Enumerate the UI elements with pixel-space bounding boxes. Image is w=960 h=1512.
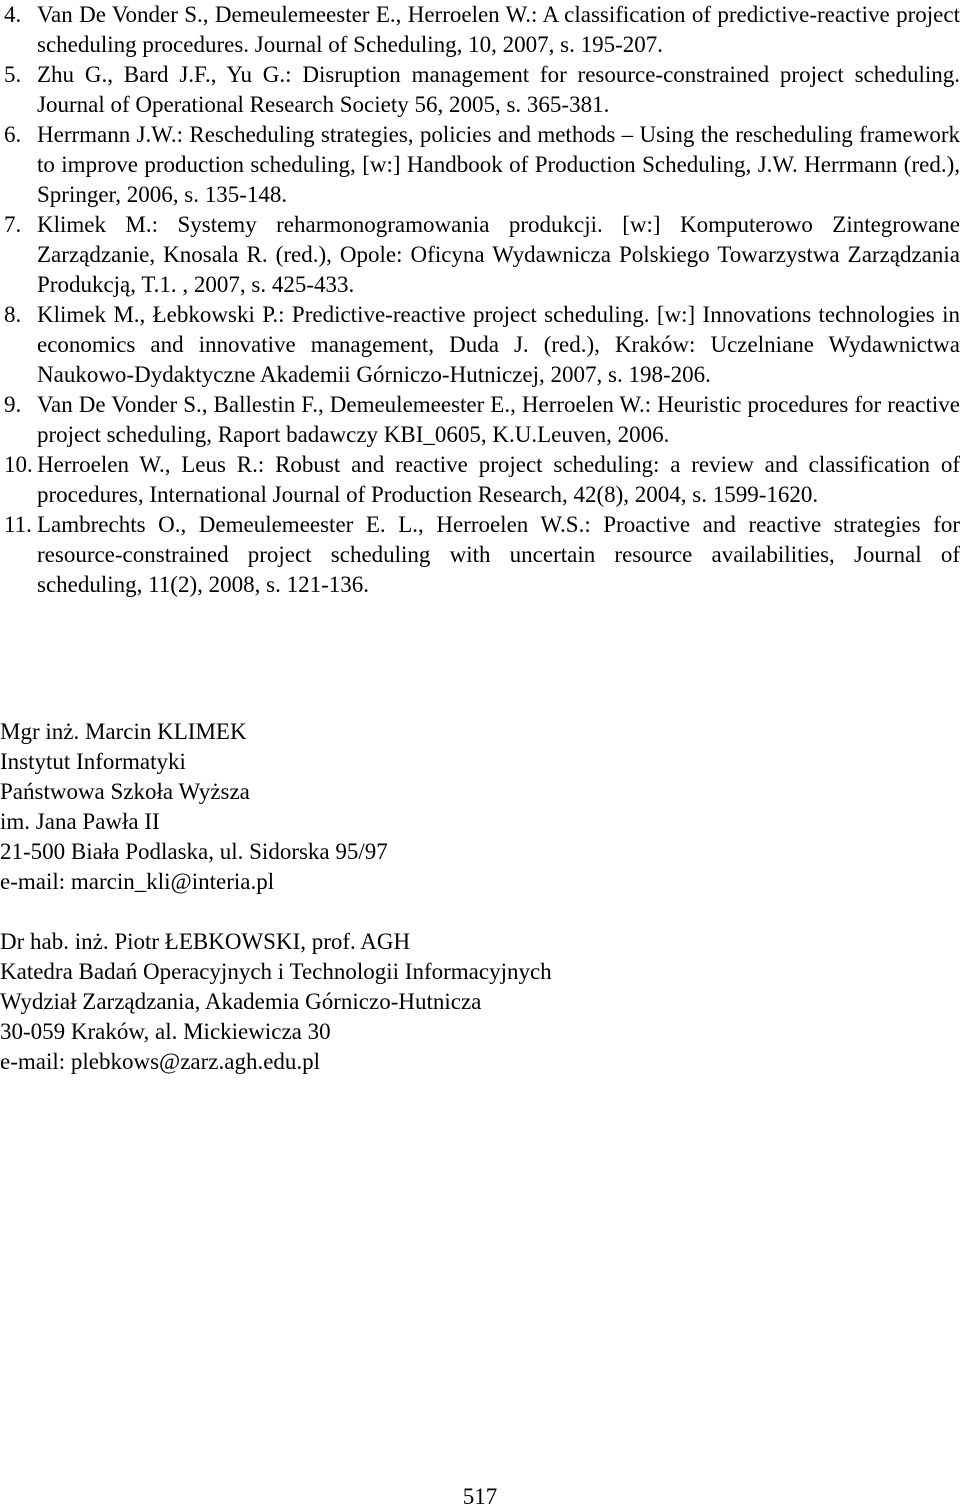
- reference-text: Zhu G., Bard J.F., Yu G.: Disruption management for resource-constrained project scheduling. Journal of Operational Research Society 56, 2005, s. 365-381.: [37, 62, 960, 117]
- author-affiliation-klimek: [0, 717, 960, 897]
- reference-item: [0, 120, 960, 210]
- author-school-line1: Państwowa Szkoła Wyższa: [0, 779, 250, 804]
- author-email: e-mail: marcin_kli@interia.pl: [0, 869, 275, 894]
- author-name: Mgr inż. Marcin KLIMEK: [0, 719, 247, 744]
- reference-text: Lambrechts O., Demeulemeester E. L., Herroelen W.S.: Proactive and reactive strategies for resource-constrained project scheduling with uncertain resource availabilities, Journal of scheduling, 11(2), 2008, s. 121-136.: [37, 512, 960, 597]
- reference-list: [0, 0, 960, 600]
- reference-number: 4.: [4, 2, 22, 27]
- author-department: Katedra Badań Operacyjnych i Technologii Informacyjnych: [0, 959, 552, 984]
- author-address: 21-500 Biała Podlaska, ul. Sidorska 95/97: [0, 839, 388, 864]
- reference-item: [0, 0, 960, 60]
- reference-number: 11.: [4, 512, 32, 537]
- reference-item: [0, 450, 960, 510]
- author-school-line2: im. Jana Pawła II: [0, 809, 160, 834]
- reference-text: Klimek M., Łebkowski P.: Predictive-reactive project scheduling. [w:] Innovations technologies in economics and innovative management, Duda J. (red.), Kraków: Uczelniane Wydawnictwa Naukowo-Dydaktyczne Akademii Górniczo-Hutniczej, 2007, s. 198-206.: [37, 302, 960, 387]
- reference-item: [0, 210, 960, 300]
- reference-text: Klimek M.: Systemy reharmonogramowania produkcji. [w:] Komputerowo Zintegrowane Zarządzanie, Knosala R. (red.), Opole: Oficyna Wydawnicza Polskiego Towarzystwa Zarządzania Produkcją, T.1. , 2007, s. 425-433.: [37, 212, 960, 297]
- author-name: Dr hab. inż. Piotr ŁEBKOWSKI, prof. AGH: [0, 929, 411, 954]
- reference-number: 10.: [4, 452, 33, 477]
- reference-item: [0, 300, 960, 390]
- reference-number: 5.: [4, 62, 22, 87]
- reference-item: [0, 390, 960, 450]
- reference-number: 7.: [4, 212, 22, 237]
- author-affiliation-lebkowski: [0, 927, 960, 1077]
- reference-text: Herrmann J.W.: Rescheduling strategies, policies and methods – Using the rescheduling framework to improve production scheduling, [w:] Handbook of Production Scheduling, J.W. Herrmann (red.), Springer, 2006, s. 135-148.: [37, 122, 960, 207]
- reference-item: [0, 510, 960, 600]
- reference-number: 8.: [4, 302, 22, 327]
- author-address: 30-059 Kraków, al. Mickiewicza 30: [0, 1019, 331, 1044]
- reference-number: 9.: [4, 392, 22, 417]
- reference-number: 6.: [4, 122, 22, 147]
- reference-item: [0, 60, 960, 120]
- author-email: e-mail: plebkows@zarz.agh.edu.pl: [0, 1049, 321, 1074]
- reference-text: Herroelen W., Leus R.: Robust and reactive project scheduling: a review and classification of procedures, International Journal of Production Research, 42(8), 2004, s. 1599-1620.: [37, 452, 960, 507]
- author-faculty: Wydział Zarządzania, Akademia Górniczo-Hutnicza: [0, 989, 482, 1014]
- page-number: 517: [462, 1484, 498, 1509]
- author-institute: Instytut Informatyki: [0, 749, 186, 774]
- reference-text: Van De Vonder S., Ballestin F., Demeulemeester E., Herroelen W.: Heuristic procedures for reactive project scheduling, Raport badawczy KBI_0605, K.U.Leuven, 2006.: [37, 392, 960, 447]
- reference-text: Van De Vonder S., Demeulemeester E., Herroelen W.: A classification of predictive-reactive project scheduling procedures. Journal of Scheduling, 10, 2007, s. 195-207.: [37, 2, 960, 57]
